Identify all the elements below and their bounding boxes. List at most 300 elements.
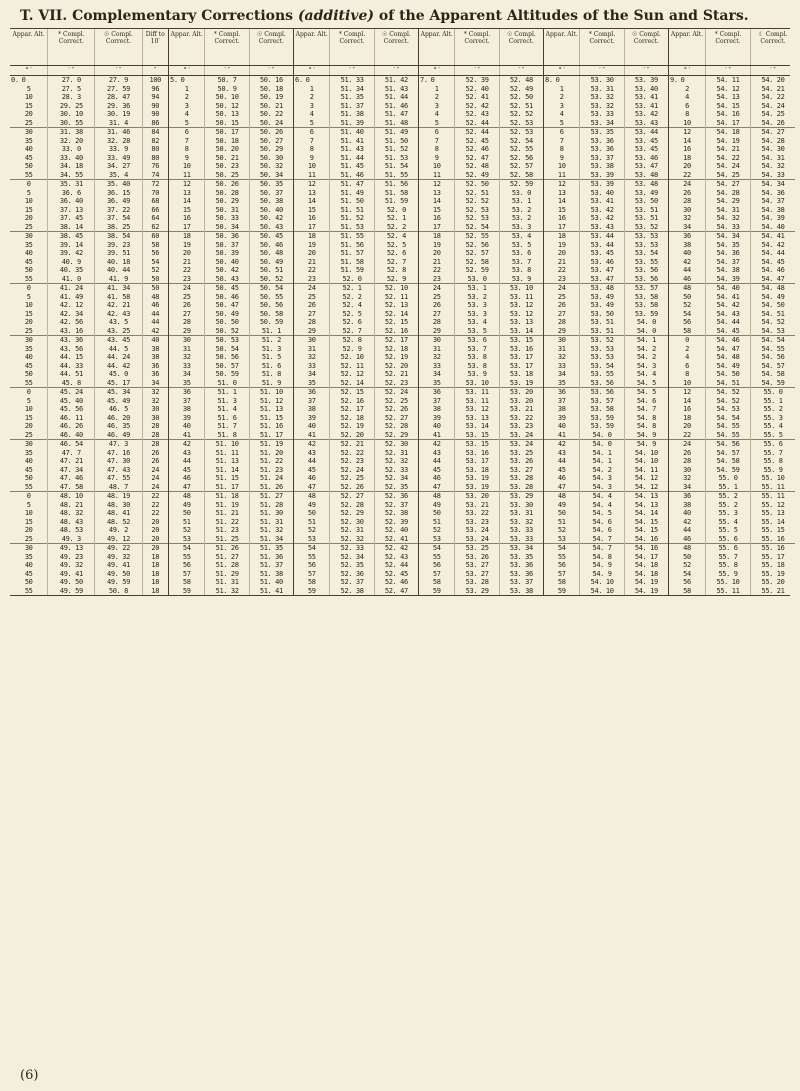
row-block xyxy=(294,544,329,595)
diff-cell: 60 xyxy=(151,232,160,240)
moon-cell: 55. 11 xyxy=(761,492,785,500)
star-cell: 54. 47 xyxy=(716,344,740,353)
alt-cell: 25 xyxy=(24,222,33,231)
alt-cell: 7. 0 xyxy=(420,76,435,84)
row-block xyxy=(250,76,293,128)
star-cell: 52. 15 xyxy=(340,388,364,396)
alt-cell: 40 xyxy=(182,422,191,430)
diff-cell: 24 xyxy=(151,482,160,491)
sun-cell: 47. 55 xyxy=(107,474,130,482)
alt-cell: 46 xyxy=(307,474,316,482)
star-cell: 54. 32 xyxy=(716,214,740,222)
star-cell: 52. 31 xyxy=(340,526,364,534)
sun-cell: 35. 40 xyxy=(107,180,130,188)
star-cell: 50. 43 xyxy=(215,274,239,283)
sun-cell: 50. 40 xyxy=(259,205,283,214)
star-cell: 38. 45 xyxy=(59,232,83,240)
sun-cell: 52. 43 xyxy=(384,552,408,561)
alt-cell: 55 xyxy=(307,552,316,561)
row-block xyxy=(706,388,750,440)
column-header: ☉ Compl. Correct. xyxy=(95,29,142,65)
alt-cell: 27 xyxy=(182,309,191,318)
star-cell: 53. 24 xyxy=(465,526,489,534)
star-cell: 53. 9 xyxy=(467,370,487,378)
star-cell: 51. 23 xyxy=(215,526,239,534)
moon-cell: 54. 26 xyxy=(761,118,785,127)
star-cell: 51. 15 xyxy=(215,474,239,482)
row-block xyxy=(143,544,169,595)
row-block xyxy=(375,284,418,336)
sun-cell: 52. 51 xyxy=(509,101,533,110)
alt-cell: 17 xyxy=(182,222,191,231)
sun-cell: 53. 37 xyxy=(509,578,533,586)
star-cell: 47. 21 xyxy=(59,457,83,465)
star-cell: 54. 39 xyxy=(716,274,740,283)
diff-cell: 36 xyxy=(151,361,160,370)
row-block xyxy=(48,336,94,388)
alt-cell: 46 xyxy=(432,474,441,482)
alt-cell: 28 xyxy=(307,318,316,326)
alt-cell: 0. 0 xyxy=(11,76,26,84)
star-cell: 54. 41 xyxy=(716,292,740,301)
star-cell: 54. 3 xyxy=(592,482,612,491)
row-block xyxy=(375,544,418,595)
star-column xyxy=(205,76,249,595)
row-block xyxy=(95,440,141,492)
alt-cell: 16 xyxy=(683,145,691,153)
star-cell: 52. 47 xyxy=(465,153,489,162)
star-cell: 39. 42 xyxy=(59,249,83,257)
star-cell: 50. 26 xyxy=(215,180,239,188)
alt-cell: 44 xyxy=(182,457,191,465)
sun-cell: 49. 12 xyxy=(107,534,130,543)
sun-cell: 51. 48 xyxy=(384,118,408,127)
star-cell: 54. 21 xyxy=(716,145,740,153)
sun-cell: 50. 21 xyxy=(259,101,283,110)
row-block xyxy=(419,128,454,180)
sun-cell: 51. 37 xyxy=(259,561,283,569)
star-cell: 53. 36 xyxy=(590,136,614,145)
moon-cell: 54. 49 xyxy=(761,292,785,301)
sun-cell: 44. 24 xyxy=(107,353,130,361)
sun-cell: 53. 12 xyxy=(509,301,533,309)
diff-cell: 74 xyxy=(151,170,160,179)
alt-cell: 55 xyxy=(24,170,33,179)
moon-cell: 54. 33 xyxy=(761,170,785,179)
alt-cell: 33 xyxy=(557,361,566,370)
star-cell: 52. 52 xyxy=(465,197,489,205)
star-cell: 29. 25 xyxy=(59,101,83,110)
sun-cell: 53. 8 xyxy=(511,266,531,274)
sun-cell: 51. 6 xyxy=(261,361,281,370)
alt-cell: 3 xyxy=(559,101,564,110)
alt-cell: 59 xyxy=(557,586,566,595)
alt-cell: 13 xyxy=(557,188,566,197)
row-block xyxy=(544,128,579,180)
title-main: Complementary Corrections xyxy=(72,8,294,24)
sun-cell: 53. 19 xyxy=(509,378,533,387)
alt-cell: 54 xyxy=(307,544,316,552)
moon-cell: 54. 55 xyxy=(761,344,785,353)
alt-cell: 10 xyxy=(182,162,191,170)
row-block xyxy=(706,76,750,128)
star-cell: 51. 8 xyxy=(217,430,237,439)
star-cell: 53. 22 xyxy=(465,509,489,517)
sun-cell: 53. 51 xyxy=(634,205,658,214)
sun-cell: 53. 45 xyxy=(634,136,658,145)
alt-cell: 25 xyxy=(182,292,191,301)
row-block xyxy=(375,388,418,440)
sun-cell: 49. 59 xyxy=(107,578,130,586)
row-block xyxy=(10,128,47,180)
sun-cell: 52. 0 xyxy=(386,205,406,214)
alt-cell: 32 xyxy=(432,353,441,361)
star-cell: 52. 51 xyxy=(465,188,489,197)
alt-cell: 26 xyxy=(432,301,441,309)
row-block xyxy=(544,336,579,388)
star-cell: 32. 20 xyxy=(59,136,83,145)
star-cell: 37. 13 xyxy=(59,205,83,214)
row-block xyxy=(250,440,293,492)
moon-cell: 54. 36 xyxy=(761,188,785,197)
sun-cell: 51. 3 xyxy=(261,344,281,353)
alt-cell: 50 xyxy=(24,370,33,378)
sun-cell: 52. 21 xyxy=(384,370,408,378)
moon-cell: 55. 17 xyxy=(761,552,785,561)
row-block xyxy=(500,544,543,595)
moon-cell: 54. 45 xyxy=(761,257,785,266)
sun-cell: 52. 6 xyxy=(386,249,406,257)
alt-cell: 38 xyxy=(683,240,691,249)
star-cell: 54. 13 xyxy=(716,93,740,101)
sun-cell: 53. 40 xyxy=(634,84,658,93)
star-cell: 51. 38 xyxy=(340,110,364,118)
sun-cell: 51. 38 xyxy=(259,569,283,578)
star-cell: 46. 26 xyxy=(59,422,83,430)
star-cell: 52. 42 xyxy=(465,101,489,110)
row-block xyxy=(580,388,623,440)
star-cell: 51. 43 xyxy=(340,145,364,153)
star-cell: 50. 31 xyxy=(215,205,239,214)
row-block xyxy=(250,284,293,336)
sun-cell: 54. 16 xyxy=(634,534,658,543)
star-cell: 53. 7 xyxy=(467,344,487,353)
alt-cell: 10 xyxy=(24,509,33,517)
row-block xyxy=(10,180,47,232)
star-cell: 50. 40 xyxy=(215,257,239,266)
sun-cell: 31. 4 xyxy=(108,118,128,127)
alt-cell: 22 xyxy=(307,266,316,274)
alt-cell: 10 xyxy=(24,197,33,205)
sun-cell: 50. 56 xyxy=(259,301,283,309)
alt-cell: 20 xyxy=(683,422,691,430)
row-block xyxy=(205,128,248,180)
row-block xyxy=(706,232,750,284)
star-cell: 49. 50 xyxy=(59,578,83,586)
star-cell: 53. 59 xyxy=(590,422,614,430)
star-cell: 52. 27 xyxy=(340,492,364,500)
sun-cell: 54. 13 xyxy=(634,500,658,509)
row-block xyxy=(205,440,248,492)
star-cell: 43. 56 xyxy=(59,344,83,353)
star-cell: 54. 38 xyxy=(716,266,740,274)
sun-cell: 52. 36 xyxy=(384,492,408,500)
sun-cell: 50. 51 xyxy=(259,266,283,274)
alt-cell: 58 xyxy=(307,578,316,586)
star-cell: 54. 29 xyxy=(716,197,740,205)
row-block xyxy=(669,440,705,492)
star-cell: 53. 43 xyxy=(590,222,614,231)
diff-cell: 34 xyxy=(151,378,160,387)
alt-cell: 37 xyxy=(557,396,566,405)
row-block xyxy=(95,232,141,284)
diff-cell: 22 xyxy=(151,500,160,509)
star-cell: 50. 39 xyxy=(215,249,239,257)
alt-cell: 20 xyxy=(307,249,316,257)
alt-cell: 32 xyxy=(683,214,691,222)
star-cell: 53. 51 xyxy=(590,318,614,326)
star-cell: 51. 32 xyxy=(215,586,239,595)
sun-cell: 51. 9 xyxy=(261,378,281,387)
star-cell: 45. 24 xyxy=(59,388,83,396)
alt-cell: 31 xyxy=(432,344,441,353)
row-block xyxy=(706,284,750,336)
star-cell: 46. 11 xyxy=(59,413,83,422)
alt-cell: 41 xyxy=(557,430,566,439)
alt-cell: 54 xyxy=(683,569,691,578)
sun-cell: 38. 25 xyxy=(107,222,130,231)
moon-cell: 55. 8 xyxy=(763,457,783,465)
row-block xyxy=(48,492,94,544)
alt-cell: 16 xyxy=(557,214,566,222)
column-header: * Compl. Correct. xyxy=(706,29,751,65)
star-cell: 52. 8 xyxy=(342,336,362,344)
unit-label: ′ ″ xyxy=(455,66,499,75)
row-block xyxy=(500,180,543,232)
alt-cell: 4 xyxy=(309,110,314,118)
alt-cell: 4 xyxy=(559,110,564,118)
star-cell: 51. 41 xyxy=(340,136,364,145)
moon-cell: 54. 59 xyxy=(761,378,785,387)
alt-cell: 47 xyxy=(307,482,316,491)
sun-cell: 53. 55 xyxy=(634,257,658,266)
sun-cell: 53. 58 xyxy=(634,292,658,301)
sun-cell: 49. 41 xyxy=(107,561,130,569)
row-block xyxy=(169,128,204,180)
alt-cell: 0 xyxy=(26,284,31,292)
moon-cell: 54. 30 xyxy=(761,145,785,153)
sun-cell: 52. 49 xyxy=(509,84,533,93)
sun-cell: 52. 1 xyxy=(386,214,406,222)
diff-cell: 32 xyxy=(151,388,160,396)
star-cell: 53. 31 xyxy=(590,84,614,93)
alt-cell: 20 xyxy=(24,318,33,326)
sun-cell: 54. 19 xyxy=(634,586,658,595)
row-block xyxy=(625,180,668,232)
diff-cell: 18 xyxy=(151,586,160,595)
moon-cell: 55. 7 xyxy=(763,448,783,457)
alt-cell: 44 xyxy=(683,266,691,274)
star-cell: 53. 41 xyxy=(590,197,614,205)
header-group xyxy=(669,29,795,65)
row-block xyxy=(455,544,498,595)
alt-cell: 2 xyxy=(434,93,439,101)
star-cell: 54. 28 xyxy=(716,188,740,197)
sun-cell: 52. 30 xyxy=(384,440,408,448)
alt-cell: 15 xyxy=(182,205,191,214)
moon-cell: 54. 58 xyxy=(761,370,785,378)
star-cell: 54. 55 xyxy=(716,422,740,430)
sun-cell: 51. 19 xyxy=(259,440,283,448)
alt-cell: 58 xyxy=(182,578,191,586)
row-block xyxy=(48,76,94,128)
sun-cell: 53. 48 xyxy=(634,170,658,179)
unit-label: ′ ″ xyxy=(95,66,142,75)
star-cell: 53. 19 xyxy=(465,474,489,482)
alt-cell: 18 xyxy=(557,232,566,240)
alt-cell: 15 xyxy=(24,413,33,422)
sun-column xyxy=(250,76,293,595)
alt-cell: 5 xyxy=(26,396,31,405)
star-cell: 53. 48 xyxy=(590,284,614,292)
diff-cell: 54 xyxy=(151,257,160,266)
column-header: ☉ Compl. Correct. xyxy=(631,31,661,45)
column-header: ☾ Compl. Correct. xyxy=(758,31,788,45)
moon-column xyxy=(751,76,795,595)
star-cell: 53. 19 xyxy=(465,482,489,491)
unit-label: ° ′ xyxy=(419,66,455,75)
star-cell: 52. 1 xyxy=(342,284,362,292)
sun-cell: 50. 46 xyxy=(259,240,283,249)
alt-cell: 24 xyxy=(683,440,691,448)
row-block xyxy=(48,180,94,232)
alt-cell: 45 xyxy=(24,153,33,162)
moon-cell: 54. 39 xyxy=(761,214,785,222)
alt-cell: 30 xyxy=(432,336,441,344)
star-cell: 53. 2 xyxy=(467,292,487,301)
row-block xyxy=(330,180,373,232)
alt-cell: 50 xyxy=(182,509,191,517)
alt-cell: 49 xyxy=(307,500,316,509)
sun-cell: 53. 41 xyxy=(634,101,658,110)
star-cell: 50. 33 xyxy=(215,214,239,222)
star-cell: 54. 59 xyxy=(716,465,740,474)
diff-cell: 72 xyxy=(151,180,160,188)
alt-cell: 58 xyxy=(432,578,441,586)
row-block xyxy=(143,492,169,544)
sun-cell: 50. 24 xyxy=(259,118,283,127)
sun-cell: 52. 59 xyxy=(509,180,533,188)
row-block xyxy=(294,76,329,128)
header-group xyxy=(10,29,169,65)
sun-cell: 50. 54 xyxy=(259,284,283,292)
alt-cell: 58 xyxy=(683,326,691,335)
alt-cell: 33 xyxy=(182,361,191,370)
alt-cell: 29 xyxy=(307,326,316,335)
star-cell: 53. 49 xyxy=(590,292,614,301)
sun-cell: 51. 27 xyxy=(259,492,283,500)
star-cell: 55. 1 xyxy=(718,482,738,491)
star-cell: 54. 9 xyxy=(592,561,612,569)
alt-cell: 45 xyxy=(24,257,33,266)
alt-cell: 48 xyxy=(683,544,691,552)
alt-cell: 39 xyxy=(432,413,441,422)
alt-cell: 5 xyxy=(184,118,189,127)
alt-cell: 30 xyxy=(24,336,33,344)
alt-cell: 29 xyxy=(432,326,441,335)
star-cell: 52. 2 xyxy=(342,292,362,301)
alt-cell: 8 xyxy=(559,145,564,153)
star-cell: 41. 24 xyxy=(59,284,83,292)
diff-cell: 36 xyxy=(151,370,160,378)
row-block xyxy=(500,284,543,336)
row-block xyxy=(330,232,373,284)
star-cell: 52. 33 xyxy=(340,544,364,552)
star-cell: 51. 29 xyxy=(215,569,239,578)
star-cell: 52. 21 xyxy=(340,440,364,448)
star-cell: 31. 38 xyxy=(59,128,83,136)
units-group xyxy=(544,66,669,75)
star-cell: 53. 14 xyxy=(465,422,489,430)
star-cell: 54. 46 xyxy=(716,336,740,344)
sun-cell: 52. 54 xyxy=(509,136,533,145)
alt-column xyxy=(294,76,330,595)
sun-cell: 54. 12 xyxy=(634,482,658,491)
diff-cell: 90 xyxy=(151,110,160,118)
star-cell: 50. 28 xyxy=(215,188,239,197)
row-block xyxy=(10,232,47,284)
sun-cell: 52. 18 xyxy=(384,344,408,353)
sun-cell: 53. 11 xyxy=(509,292,533,301)
unit-label: ′ ″ xyxy=(580,66,624,75)
column-header: Appar. Alt. xyxy=(669,29,706,65)
diff-cell: 52 xyxy=(151,266,160,274)
star-cell: 41. 0 xyxy=(61,274,81,283)
alt-cell: 57 xyxy=(307,569,316,578)
alt-cell: 19 xyxy=(182,240,191,249)
sun-cell: 53. 46 xyxy=(634,153,658,162)
sun-cell: 51. 24 xyxy=(259,474,283,482)
star-cell: 53. 32 xyxy=(590,101,614,110)
star-cell: 54. 1 xyxy=(592,448,612,457)
sun-cell: 47. 16 xyxy=(107,448,130,457)
alt-cell: 8. 0 xyxy=(545,76,560,84)
diff-cell: 18 xyxy=(151,578,160,586)
star-cell: 54. 44 xyxy=(716,318,740,326)
alt-cell: 32 xyxy=(307,353,316,361)
sun-cell: 53. 41 xyxy=(634,93,658,101)
star-cell: 54. 52 xyxy=(716,388,740,396)
row-block xyxy=(544,492,579,544)
alt-cell: 34 xyxy=(557,370,566,378)
sun-cell: 46. 49 xyxy=(107,430,130,439)
star-cell: 53. 10 xyxy=(465,378,489,387)
star-cell: 52. 20 xyxy=(340,430,364,439)
star-cell: 55. 7 xyxy=(718,552,738,561)
alt-cell: 15 xyxy=(24,205,33,214)
row-block xyxy=(455,336,498,388)
row-block xyxy=(143,128,169,180)
star-cell: 53. 39 xyxy=(590,170,614,179)
star-cell: 53. 3 xyxy=(467,309,487,318)
row-block xyxy=(751,336,795,388)
alt-cell: 9 xyxy=(184,153,189,162)
alt-cell: 55 xyxy=(432,552,441,561)
row-block xyxy=(669,336,705,388)
star-cell: 53. 44 xyxy=(590,232,614,240)
sun-cell: 33. 49 xyxy=(107,153,130,162)
sun-cell: 52. 29 xyxy=(384,430,408,439)
